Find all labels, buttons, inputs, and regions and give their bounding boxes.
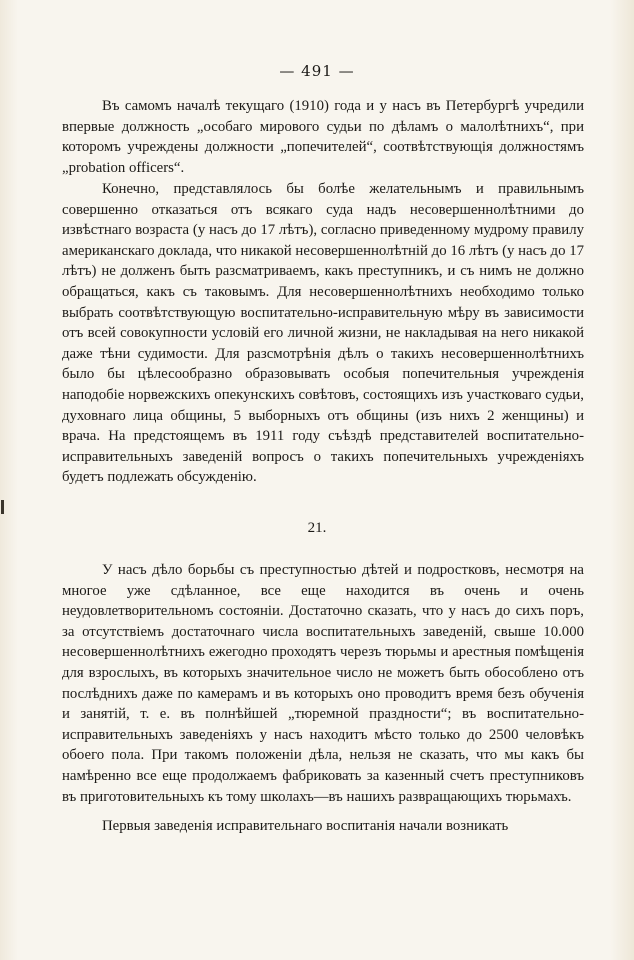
page-edge-mark xyxy=(1,500,4,514)
paragraph: Въ самомъ началѣ текущаго (1910) года и у насъ въ Петербургѣ учредили впервые должность „особаго мирового судьи по дѣламъ о малолѣтнихъ“, при которомъ учреждены должности „попечителей“, соотвѣтствующія должностямъ „probation officers“. xyxy=(62,98,584,176)
section-number: 21. xyxy=(307,520,327,536)
page-number: — 491 — xyxy=(279,62,355,80)
paragraph: Первыя заведенія исправительнаго воспитанія начали возникать xyxy=(102,818,509,834)
paragraph: Конечно, представлялось бы болѣе желательнымъ и правильнымъ совершенно отказаться отъ всякаго суда надъ несовершеннолѣтними до извѣстнаго возраста (у насъ до 17 лѣтъ), согласно приведенному мудрому правилу американскаго доклада, что никакой несовершеннолѣтній до 16 лѣтъ (у насъ до 17 лѣтъ) не долженъ быть разсматриваемъ, какъ преступникъ, и съ нимъ не должно обращаться, какъ съ таковымъ. Для несовершеннолѣтнихъ необходимо только выбрать соотвѣтствующую воспитательно-исправительную мѣру въ зависимости отъ всей совокупности условій его личной жизни, не накладывая на него никакой даже тѣни судимости. Для разсмотрѣнія дѣлъ о такихъ несовершеннолѣтнихъ было бы цѣлесообразно образовывать особыя попечительныя учрежденія наподобіе норвежскихъ опекунскихъ совѣтовъ, состоящихъ изъ участковаго судьи, духовнаго лица общины, 5 выборныхъ отъ общины (изъ нихъ 2 женщины) и врача. На предстоящемъ въ 1911 году съѣздѣ представителей воспитательно-исправительныхъ заведеній вопросъ о такихъ попечительныхъ учрежденіяхъ будетъ подлежать обсужденію. xyxy=(62,181,584,486)
paragraph: У насъ дѣло борьбы съ преступностью дѣтей и подростковъ, несмотря на многое уже сдѣланное, все еще находится въ очень и очень неудовлетворительномъ состояніи. Достаточно сказать, что у насъ до сихъ поръ, за отсутствіемъ достаточнаго числа воспитательныхъ заведеній, свыше 10.000 несовершеннолѣтнихъ ежегодно проходятъ черезъ тюрьмы и арестныя помѣщенія для взрослыхъ, въ которыхъ значительное число не можетъ быть обособлено отъ послѣднихъ даже по камерамъ и въ которыхъ оно проводитъ время безъ обученія и занятій, т. е. въ полнѣйшей „тюремной праздности“; въ воспитательно-исправительныхъ заведеніяхъ у насъ находитъ мѣсто только до 2500 человѣкъ обоего пола. При такомъ положеніи дѣла, нельзя не сказать, что мы какъ бы намѣренно все еще продолжаемъ фабриковать за казенный счетъ преступниковъ въ приготовительныхъ къ тому школахъ—въ нашихъ развращающихъ тюрьмахъ. xyxy=(62,562,584,805)
